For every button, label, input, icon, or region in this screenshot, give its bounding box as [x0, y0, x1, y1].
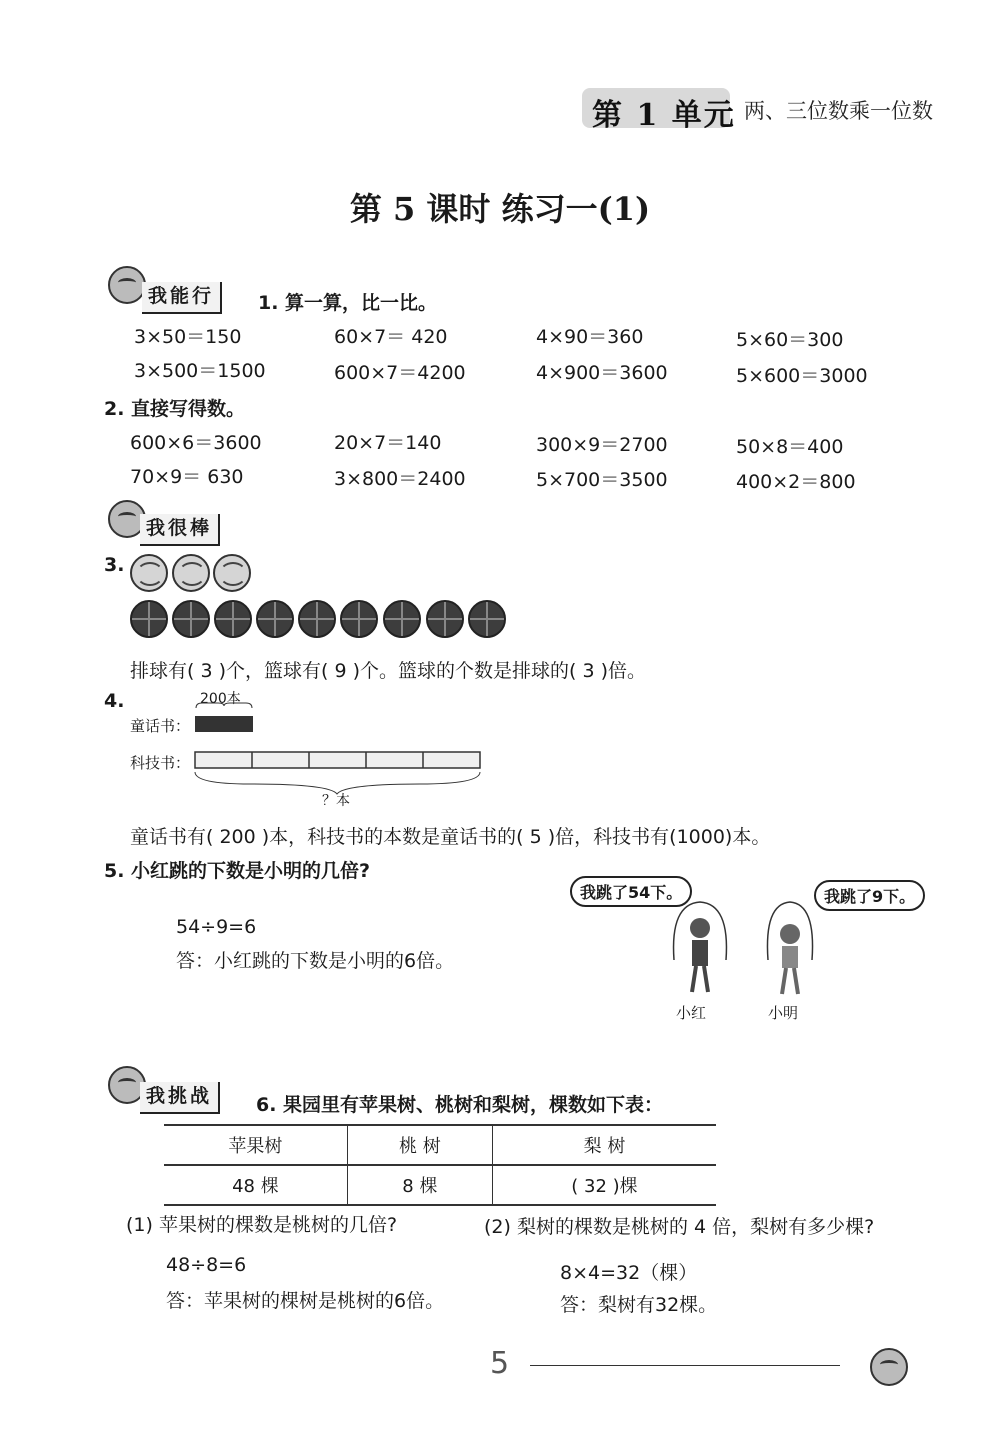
- basketball-icon: [340, 600, 378, 638]
- mascot-icon: [870, 1348, 908, 1386]
- q4-label: 4.: [104, 690, 125, 712]
- q6-answer2: 答：梨树有32棵。: [560, 1294, 718, 1316]
- basketball-icon: [130, 600, 168, 638]
- q5-label: 5. 小红跳的下数是小明的几倍?: [104, 860, 371, 882]
- q2-eq: 50×8＝400: [736, 436, 844, 458]
- q1-eq: 4×900＝3600: [536, 362, 668, 384]
- q1-eq: 5×60＝300: [736, 329, 844, 351]
- q4-row1-label: 童话书：: [130, 717, 191, 735]
- table-cell: 48 棵: [164, 1165, 347, 1205]
- mascot-icon: [108, 266, 146, 304]
- q6-sub2: (2) 梨树的棵数是桃树的 4 倍，梨树有多少棵?: [484, 1216, 875, 1238]
- q6-calc1: 48÷8=6: [166, 1254, 247, 1276]
- footer-rule: [530, 1365, 840, 1366]
- q1-eq: 4×90＝360: [536, 326, 644, 348]
- basketball-icon: [383, 600, 421, 638]
- table-header-row: [164, 1125, 716, 1165]
- q4-top-value: 200本: [200, 691, 241, 707]
- page-number: 5: [490, 1346, 510, 1381]
- volleyball-icon: [130, 554, 168, 592]
- basketball-icon: [468, 600, 506, 638]
- section-tag-2: 我很棒: [140, 514, 220, 546]
- q1-eq: 60×7＝ 420: [334, 326, 448, 348]
- q4-row2-label: 科技书：: [130, 754, 191, 772]
- q6-answer1: 答：苹果树的棵树是桃树的6倍。: [166, 1290, 445, 1312]
- child-name-right: 小明: [768, 1004, 799, 1022]
- q2-eq: 20×7＝140: [334, 432, 442, 454]
- children-jumping-rope-illustration: [660, 900, 840, 1010]
- table-row: [164, 1165, 716, 1205]
- q2-eq: 600×6＝3600: [130, 432, 262, 454]
- tree-count-table: [164, 1124, 716, 1206]
- speech-bubble-right: 我跳了9下。: [814, 880, 925, 911]
- basketball-icon: [172, 600, 210, 638]
- q2-eq: 300×9＝2700: [536, 434, 668, 456]
- q6-label: 6. 果园里有苹果树、桃树和梨树，棵数如下表：: [256, 1094, 664, 1116]
- section-tag-1: 我能行: [142, 282, 222, 314]
- q2-eq: 70×9＝ 630: [130, 466, 244, 488]
- q1-eq: 3×500＝1500: [134, 360, 266, 382]
- basketball-icon: [298, 600, 336, 638]
- basketball-icon: [214, 600, 252, 638]
- q2-eq: 5×700＝3500: [536, 469, 668, 491]
- table-header-cell: 苹果树: [164, 1125, 347, 1165]
- q1-eq: 3×50＝150: [134, 326, 242, 348]
- q1-label: 1. 算一算，比一比。: [258, 292, 438, 314]
- q3-label: 3.: [104, 554, 125, 576]
- q4-question-mark: ？本: [322, 793, 350, 809]
- child-name-left: 小红: [676, 1004, 707, 1022]
- unit-label: 第 1 单元: [592, 98, 736, 133]
- q2-label: 2. 直接写得数。: [104, 398, 246, 420]
- table-cell: 8 棵: [347, 1165, 492, 1205]
- table-cell: ( 32 )棵: [492, 1165, 716, 1205]
- lesson-title: 第 5 课时 练习一(1): [349, 190, 651, 228]
- volleyball-icon: [213, 554, 251, 592]
- speech-bubble-left: 我跳了54下。: [570, 876, 692, 907]
- volleyball-icon: [172, 554, 210, 592]
- unit-subtitle: 两、三位数乘一位数: [744, 99, 933, 123]
- basketball-icon: [426, 600, 464, 638]
- q2-eq: 400×2＝800: [736, 471, 856, 493]
- q6-calc2: 8×4=32（棵）: [560, 1262, 698, 1284]
- q3-sentence: 排球有( 3 )个，篮球有( 9 )个。篮球的个数是排球的( 3 )倍。: [130, 660, 646, 682]
- q1-eq: 600×7＝4200: [334, 362, 466, 384]
- table-header-cell: 梨 树: [492, 1125, 716, 1165]
- section-tag-3: 我挑战: [140, 1082, 220, 1114]
- q5-answer: 答：小红跳的下数是小明的6倍。: [176, 950, 455, 972]
- q2-eq: 3×800＝2400: [334, 468, 466, 490]
- q6-sub1: (1) 苹果树的棵数是桃树的几倍?: [126, 1214, 398, 1236]
- q4-sentence: 童话书有( 200 )本，科技书的本数是童话书的( 5 )倍，科技书有(1000)本。: [130, 826, 771, 848]
- q1-eq: 5×600＝3000: [736, 365, 868, 387]
- table-header-cell: 桃 树: [347, 1125, 492, 1165]
- basketball-icon: [256, 600, 294, 638]
- q5-calc: 54÷9=6: [176, 916, 257, 938]
